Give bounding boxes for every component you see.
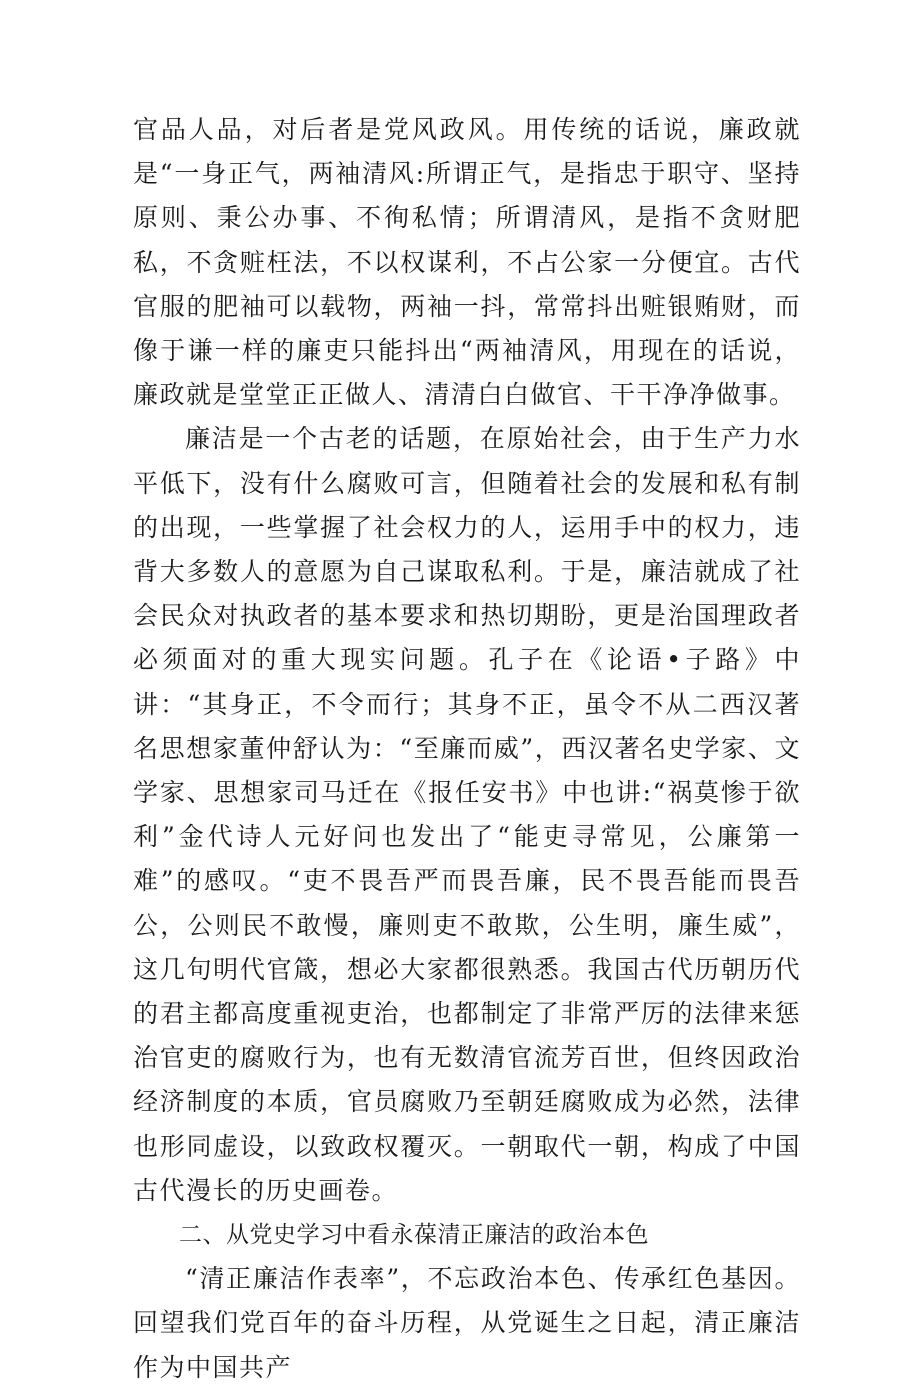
paragraph-2: 廉洁是一个古老的话题，在原始社会，由于生产力水平低下，没有什么腐败可言，但随着社会的发展和私有制的出现，一些掌握了社会权力的人，运用手中的权力，违背大多数人的意愿为自己谋取私利。于是，廉洁就成了社会民众对执政者的基本要求和热切期盼，更是治国理政者必须面对的重大现实问题。孔子在《论语•子路》中讲：“其身正，不令而行；其身不正，虽令不从二西汉著名思想家董仲舒认为：“至廉而威”，西汉著名史学家、文学家、思想家司马迁在《报任安书》中也讲:“祸莫惨于欲利”金代诗人元好问也发出了“能吏寻常见，公廉第一难”的感叹。“吏不畏吾严而畏吾廉，民不畏吾能而畏吾公，公则民不敢慢，廉则吏不敢欺，公生明，廉生威”，这几句明代官箴，想必大家都很熟悉。我国古代历朝历代的君主都高度重视吏治，也都制定了非常严厉的法律来惩治官吏的腐败行为，也有无数清官流芳百世，但终因政治经济制度的本质，官员腐败乃至朝廷腐败成为必然，法律也形同虚设，以致政权覆灭。一朝取代一朝，构成了中国古代漫长的历史画卷。 [133, 424, 801, 1205]
paragraph-3: “清正廉洁作表率”，不忘政治本色、传承红色基因。回望我们党百年的奋斗历程，从党诞生之日起，清正廉洁作为中国共产 [133, 1264, 801, 1382]
section-heading: 二、从党史学习中看永葆清正廉洁的政治本色 [179, 1222, 649, 1249]
paragraph-1: 官品人品，对后者是党风政风。用传统的话说，廉政就是“一身正气，两袖清风:所谓正气，是指忠于职守、坚持原则、秉公办事、不徇私情；所谓清风，是指不贪财肥私，不贪赃枉法，不以权谋利，不占公家一分便宜。古代官服的肥袖可以载物，两袖一抖，常常抖出赃银贿财，而像于谦一样的廉吏只能抖出“两袖清风，用现在的话说，廉政就是堂堂正正做人、清清白白做官、干干净净做事。 [133, 115, 801, 410]
document-page [133, 108, 801, 1390]
